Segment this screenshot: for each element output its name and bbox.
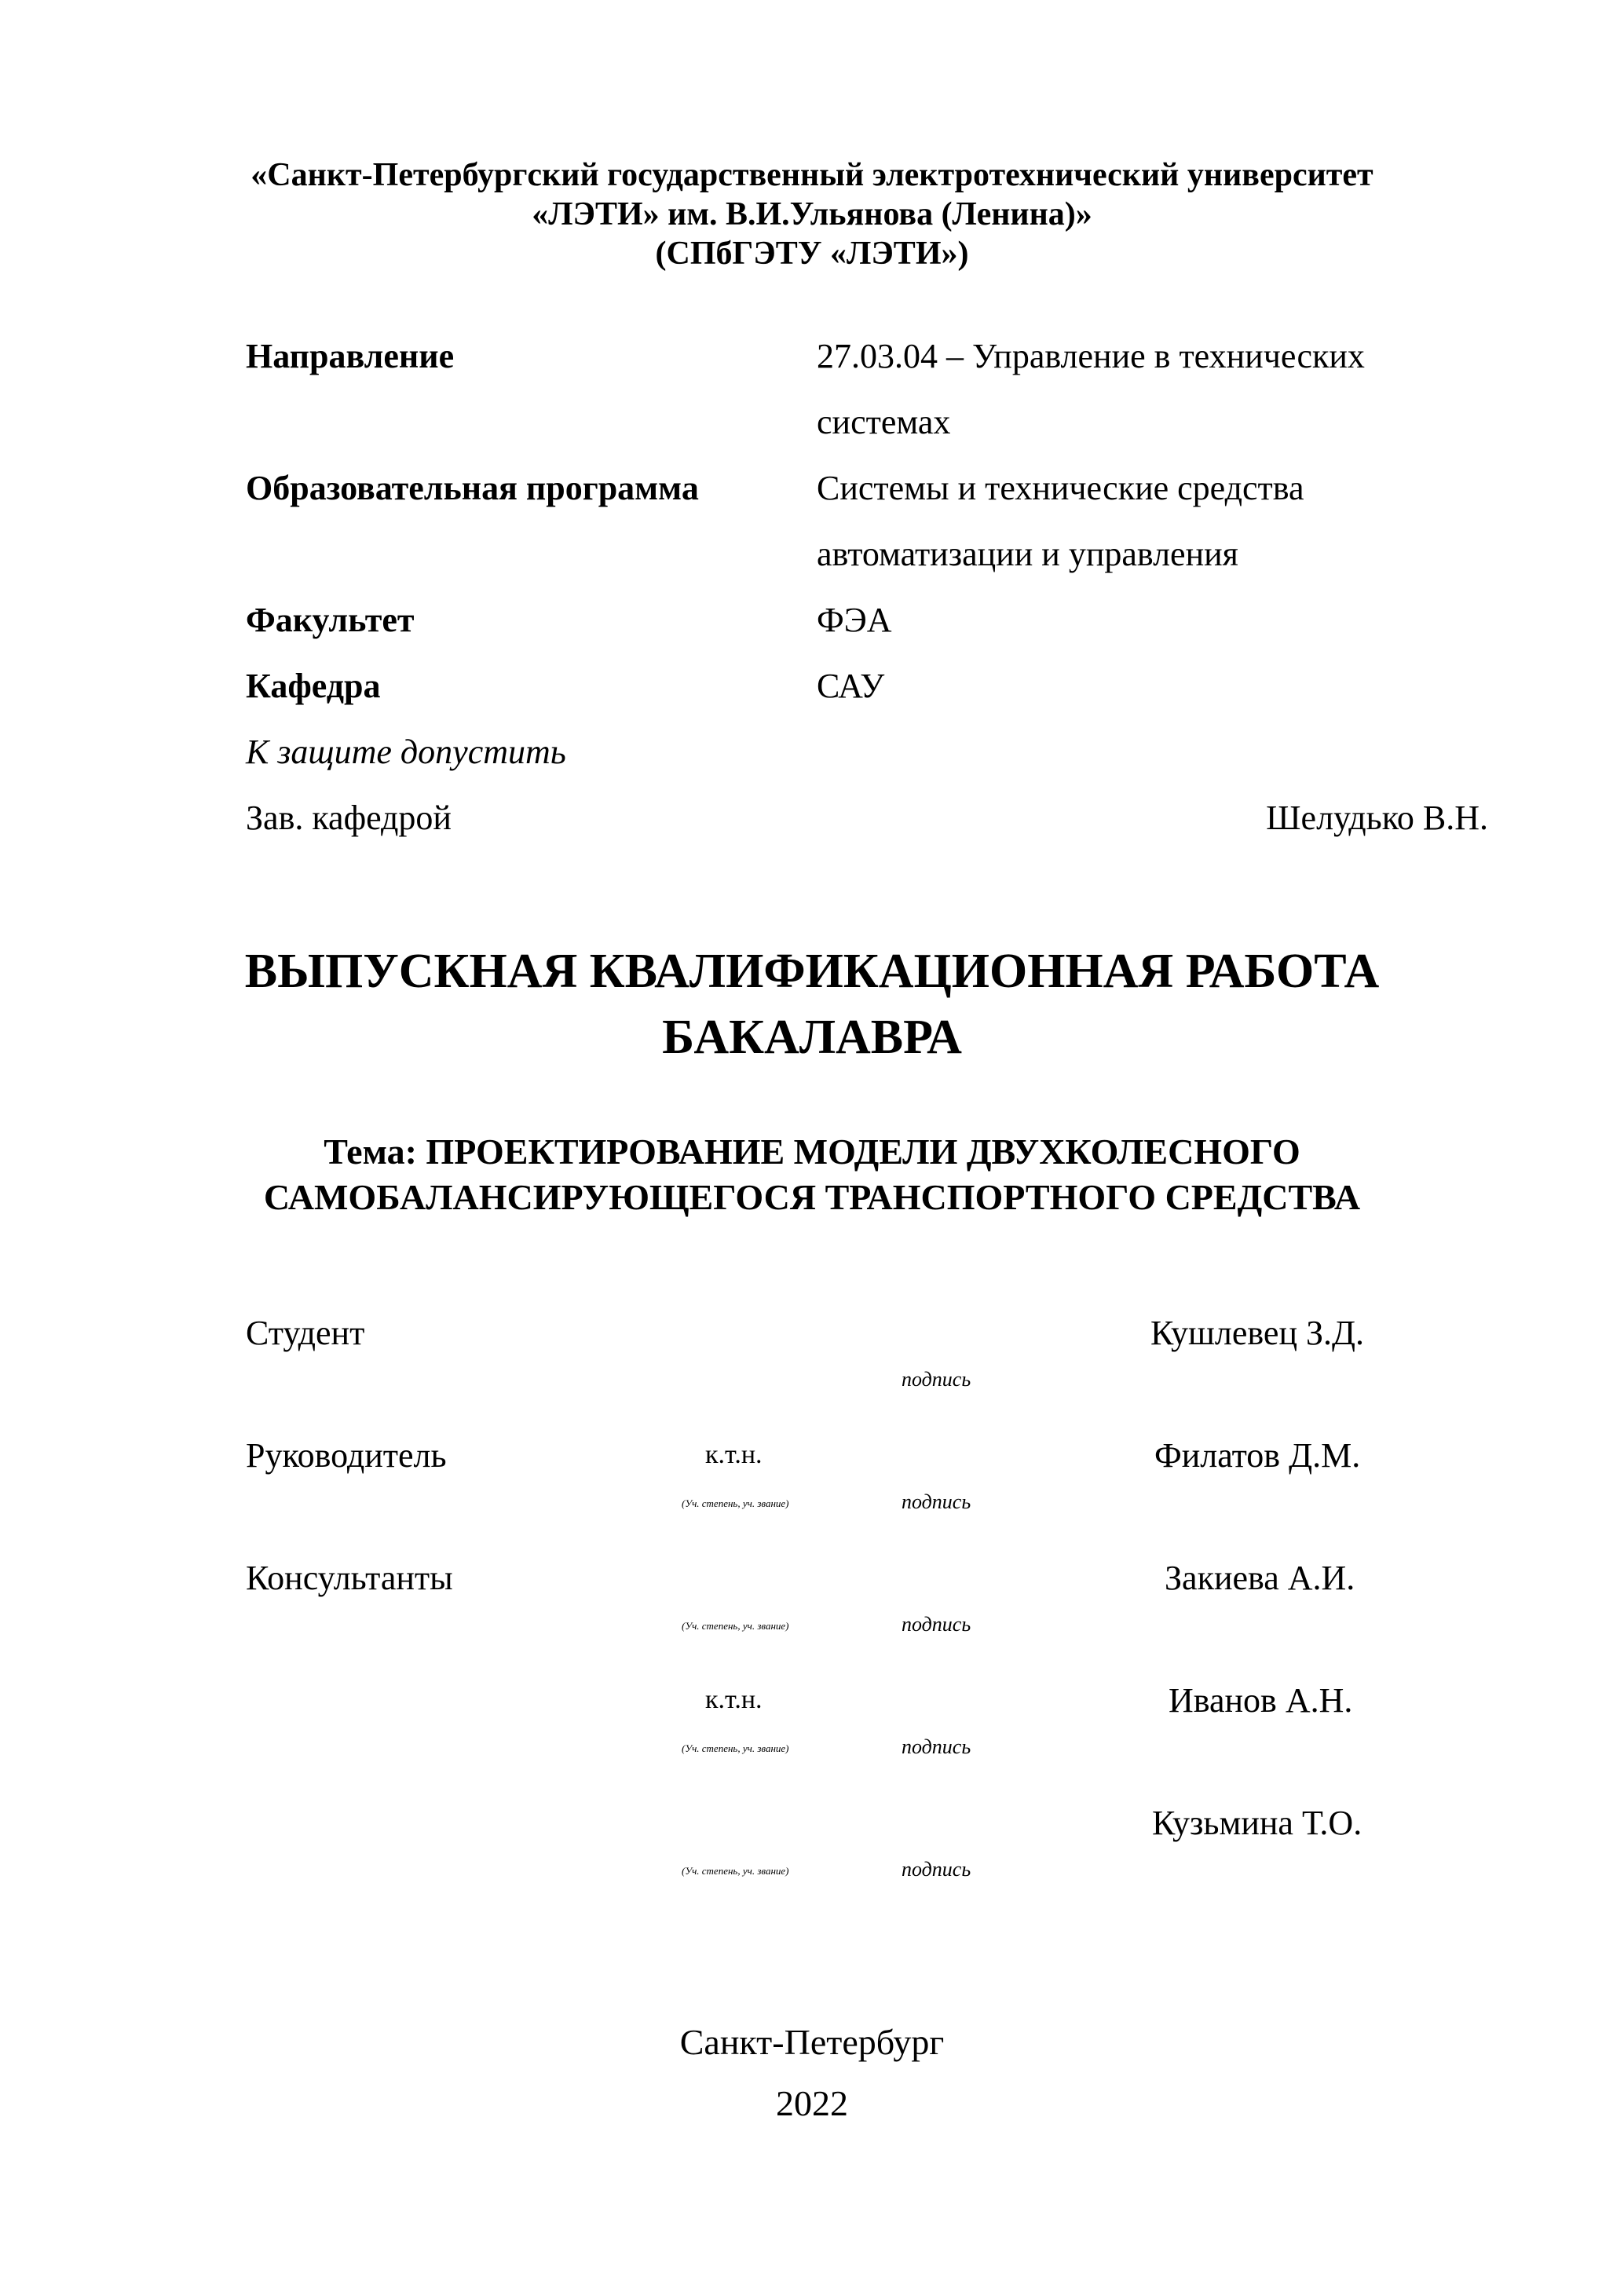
- document-title: [0, 938, 1624, 1070]
- footer-city: Санкт-Петербург: [679, 2022, 945, 2062]
- footer-year: 2022: [776, 2083, 848, 2123]
- faculty-label: Факультет: [246, 601, 415, 639]
- student-role: Студент: [246, 1314, 365, 1352]
- supervisor-role: Руководитель: [246, 1436, 447, 1475]
- consultant-3-signature-label: подпись: [902, 1858, 971, 1881]
- university-abbreviation: (СПбГЭТУ «ЛЭТИ»): [655, 236, 969, 272]
- consultant-2-degree-note: (Уч. степень, уч. звание): [682, 1742, 789, 1754]
- supervisor-degree: к.т.н.: [705, 1440, 763, 1469]
- direction-value-line-2: системах: [817, 403, 951, 441]
- department-value: САУ: [817, 667, 885, 705]
- thesis-topic-line-2: САМОБАЛАНСИРУЮЩЕГОСЯ ТРАНСПОРТНОГО СРЕДСТВА: [263, 1177, 1361, 1217]
- program-value-line-2: автоматизации и управления: [817, 535, 1238, 573]
- supervisor-signature-label: подпись: [902, 1490, 971, 1513]
- thesis-topic-line-1: Тема: ПРОЕКТИРОВАНИЕ МОДЕЛИ ДВУХКОЛЕСНОГО: [324, 1132, 1300, 1172]
- university-header: [0, 155, 1624, 273]
- head-of-department-name: Шелудько В.Н.: [1266, 799, 1488, 837]
- admission-text: К защите допустить: [246, 733, 566, 771]
- student-name: Кушлевец З.Д.: [1150, 1314, 1365, 1352]
- consultant-1-signature-label: подпись: [902, 1613, 971, 1636]
- head-of-department-role: Зав. кафедрой: [246, 799, 452, 837]
- consultant-3-degree-note: (Уч. степень, уч. звание): [682, 1865, 789, 1877]
- consultant-1-name: Закиева А.И.: [1165, 1559, 1355, 1597]
- supervisor-name: Филатов Д.М.: [1154, 1436, 1361, 1475]
- program-value-line-1: Системы и технические средства: [817, 469, 1304, 507]
- program-label: Образовательная программа: [246, 469, 699, 507]
- document-title-line-2: БАКАЛАВРА: [662, 1011, 962, 1064]
- student-signature-label: подпись: [902, 1368, 971, 1391]
- supervisor-degree-note: (Уч. степень, уч. звание): [682, 1497, 789, 1509]
- consultant-2-degree: к.т.н.: [705, 1685, 763, 1714]
- consultant-1-degree-note: (Уч. степень, уч. звание): [682, 1620, 789, 1632]
- consultant-2-name: Иванов А.Н.: [1169, 1681, 1353, 1720]
- consultant-3-name: Кузьмина Т.О.: [1152, 1804, 1362, 1842]
- consultant-2-signature-label: подпись: [902, 1735, 971, 1758]
- direction-label: Направление: [246, 337, 455, 375]
- direction-value-line-1: 27.03.04 – Управление в технических: [817, 337, 1365, 375]
- thesis-topic: [0, 1129, 1624, 1220]
- university-name-line-1: «Санкт-Петербургский государственный электротехнический университет: [251, 157, 1373, 193]
- faculty-value: ФЭА: [817, 601, 892, 639]
- document-title-line-1: ВЫПУСКНАЯ КВАЛИФИКАЦИОННАЯ РАБОТА: [244, 945, 1380, 998]
- university-name-line-2: «ЛЭТИ» им. В.И.Ульянова (Ленина)»: [532, 196, 1092, 232]
- department-label: Кафедра: [246, 667, 381, 705]
- consultants-role: Консультанты: [246, 1559, 453, 1597]
